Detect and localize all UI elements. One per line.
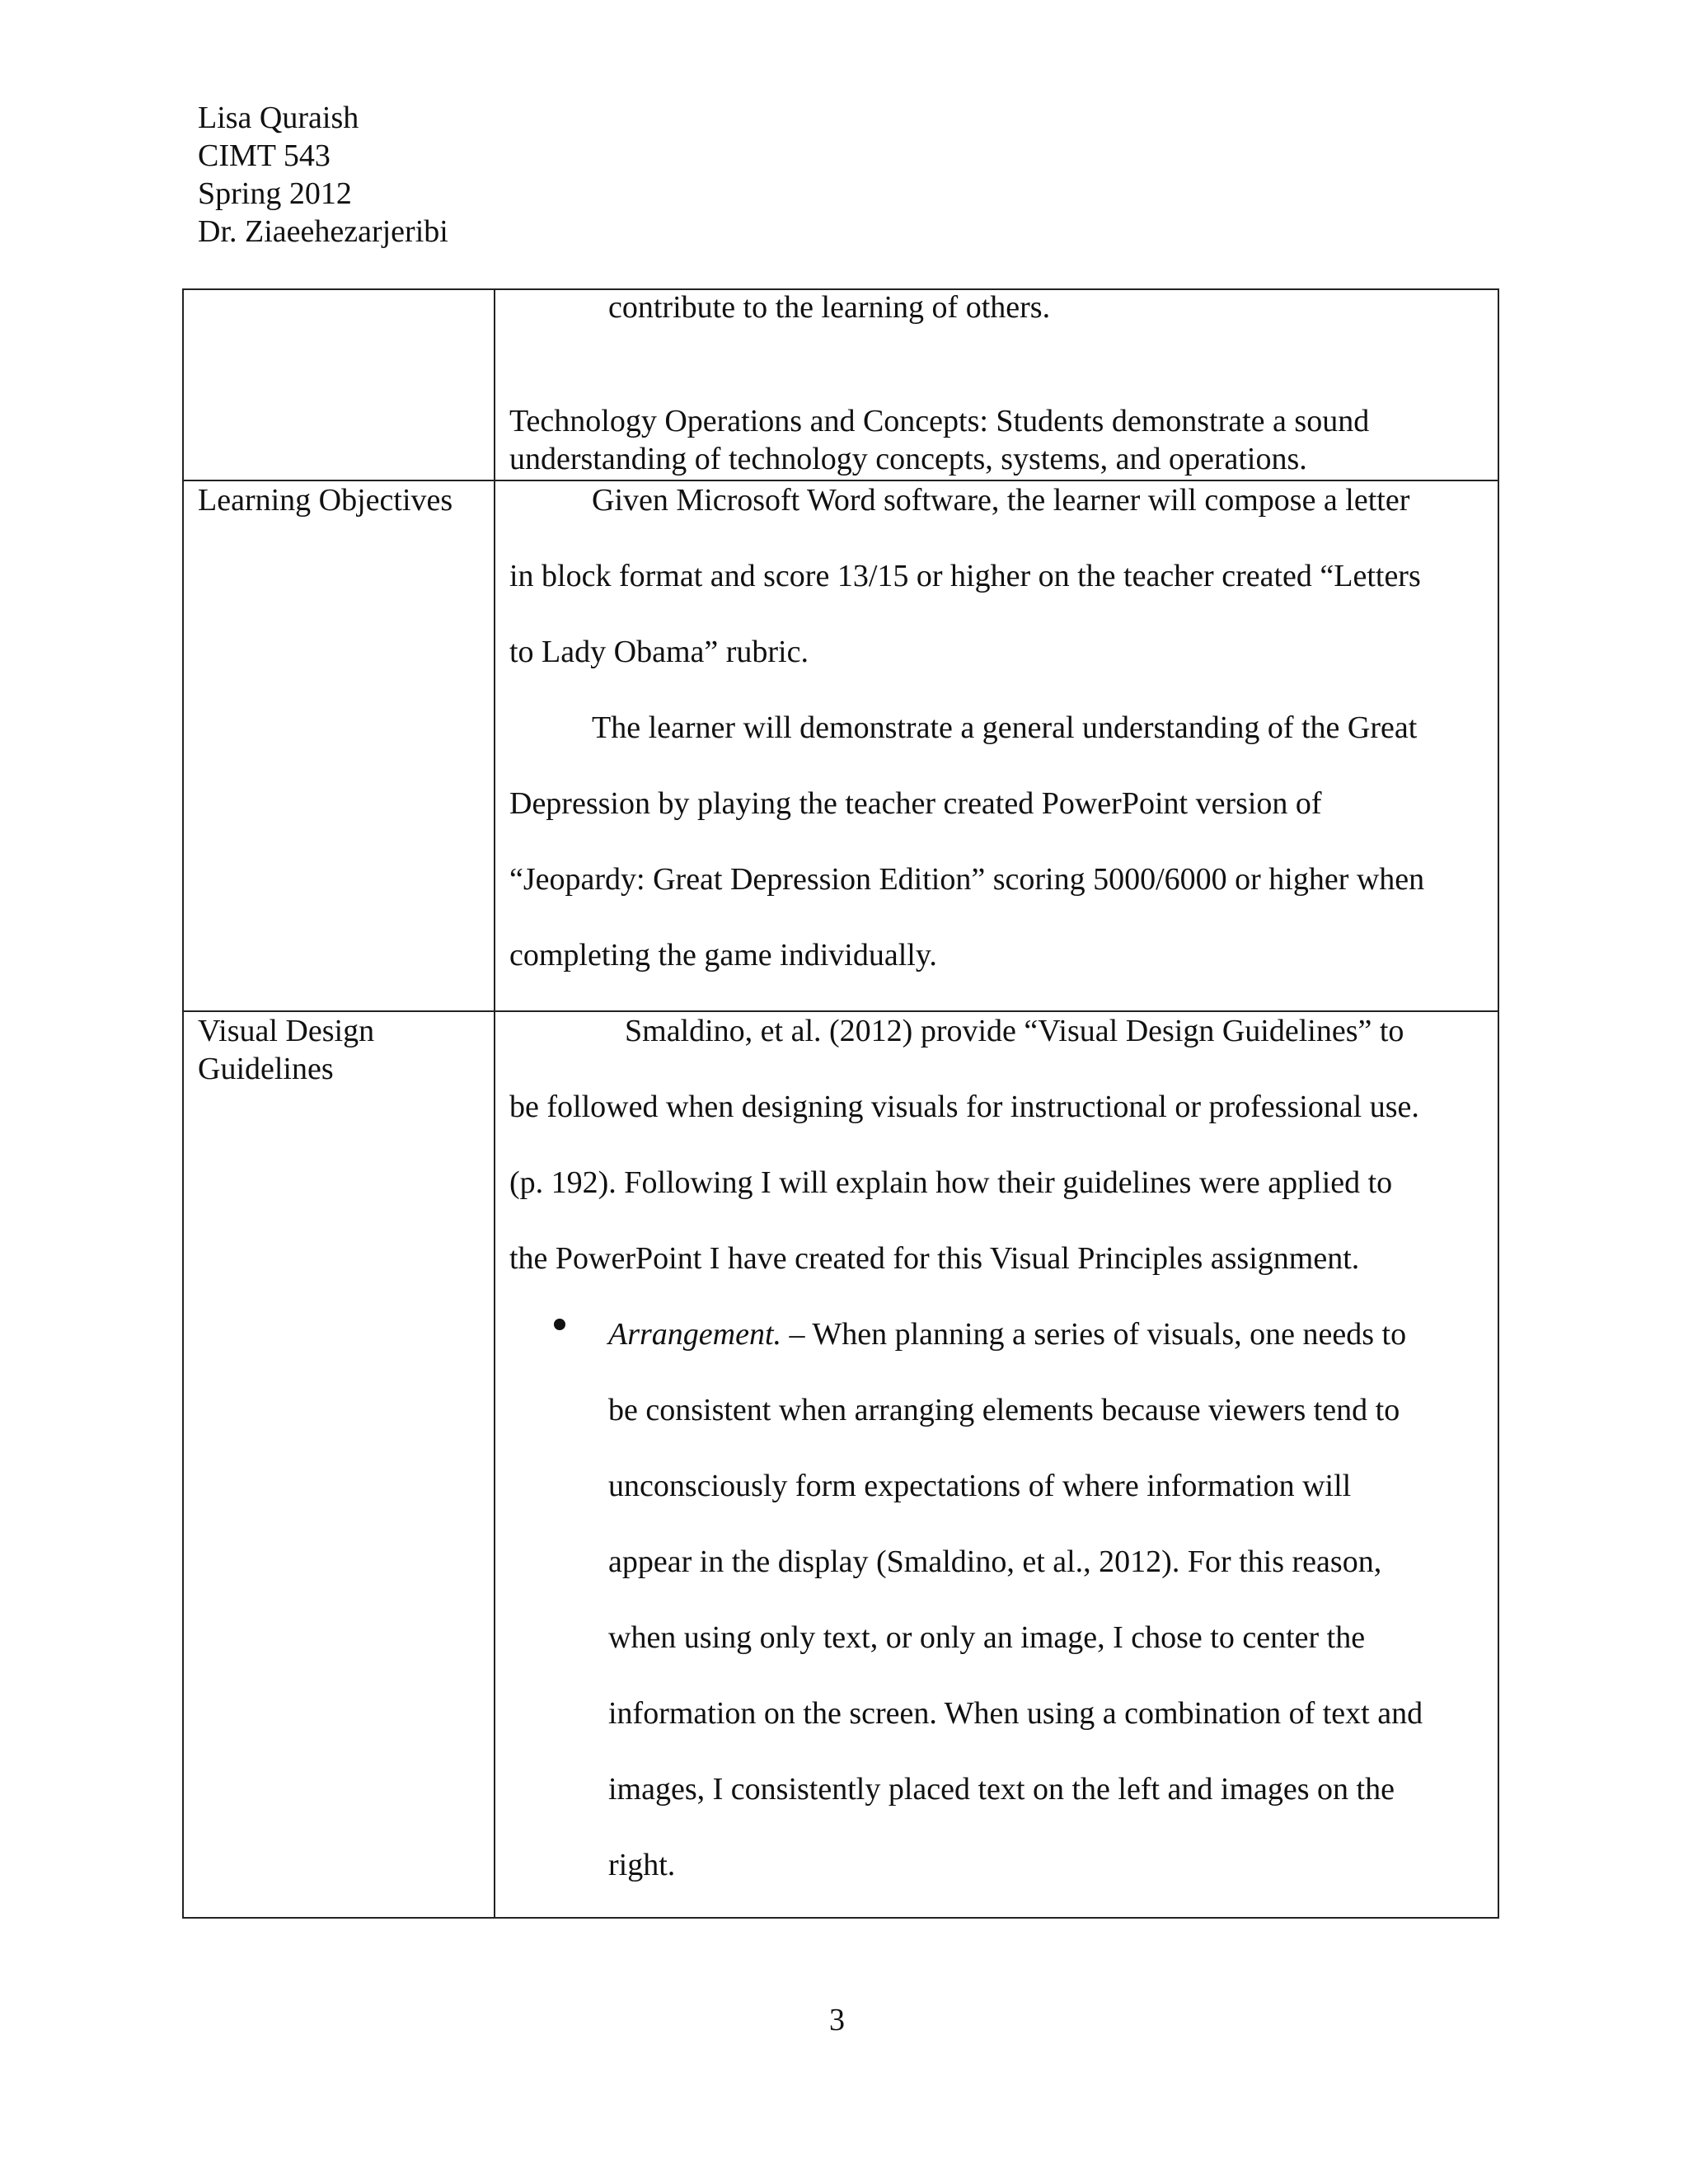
- objective2-line2: Depression by playing the teacher created PowerPoint version of: [509, 786, 1322, 821]
- row-label-visual-design-line1: Visual Design: [198, 1014, 375, 1048]
- bullet-arrangement-line7: images, I consistently placed text on the left and images on the: [608, 1772, 1395, 1807]
- objective1-line2: in block format and score 13/15 or higher on the teacher created “Letters: [509, 559, 1421, 593]
- row-label-visual-design-line2: Guidelines: [198, 1052, 334, 1086]
- guidelines-intro-line2: be followed when designing visuals for instructional or professional use.: [509, 1090, 1419, 1124]
- table-column-divider: [494, 288, 495, 1919]
- bullet-arrangement-line2: be consistent when arranging elements because viewers tend to: [608, 1393, 1400, 1427]
- bullet-arrangement-line4: appear in the display (Smaldino, et al., 2012). For this reason,: [608, 1544, 1382, 1579]
- instructor-name: Dr. Ziaeehezarjeribi: [198, 214, 448, 249]
- row1-standard-line2: understanding of technology concepts, systems, and operations.: [509, 442, 1307, 476]
- bullet-arrangement-line6: information on the screen. When using a combination of text and: [608, 1696, 1423, 1731]
- bullet-term: Arrangement.: [608, 1317, 782, 1352]
- course-code: CIMT 543: [198, 138, 331, 173]
- bullet-arrangement-line1: [608, 1315, 1406, 1353]
- page-number: 3: [829, 2003, 845, 2037]
- bullet-icon: [554, 1319, 565, 1330]
- author-name: Lisa Quraish: [198, 101, 359, 135]
- guidelines-intro-line4: the PowerPoint I have created for this Visual Principles assignment.: [509, 1241, 1360, 1276]
- objective2-line4: completing the game individually.: [509, 938, 937, 972]
- objective2-line1: The learner will demonstrate a general understanding of the Great: [592, 710, 1418, 745]
- row1-standard-line1: Technology Operations and Concepts: Students demonstrate a sound: [509, 404, 1370, 438]
- bullet-arrangement-line3: unconsciously form expectations of where information will: [608, 1469, 1352, 1503]
- objective2-line3: “Jeopardy: Great Depression Edition” scoring 5000/6000 or higher when: [509, 862, 1425, 897]
- bullet-arrangement-line5: when using only text, or only an image, I chose to center the: [608, 1620, 1366, 1655]
- guidelines-intro-line3: (p. 192). Following I will explain how their guidelines were applied to: [509, 1165, 1393, 1200]
- objective1-line1: Given Microsoft Word software, the learner will compose a letter: [592, 483, 1410, 518]
- bullet-line1-rest: – When planning a series of visuals, one needs to: [781, 1317, 1407, 1352]
- row-label-learning-objectives: Learning Objectives: [198, 483, 453, 518]
- term: Spring 2012: [198, 176, 352, 211]
- bullet-arrangement-line8: right.: [608, 1848, 676, 1882]
- objective1-line3: to Lady Obama” rubric.: [509, 635, 809, 669]
- row1-continued-text: contribute to the learning of others.: [608, 290, 1051, 325]
- guidelines-intro-line1: Smaldino, et al. (2012) provide “Visual Design Guidelines” to: [625, 1014, 1404, 1048]
- document-header: [198, 99, 448, 251]
